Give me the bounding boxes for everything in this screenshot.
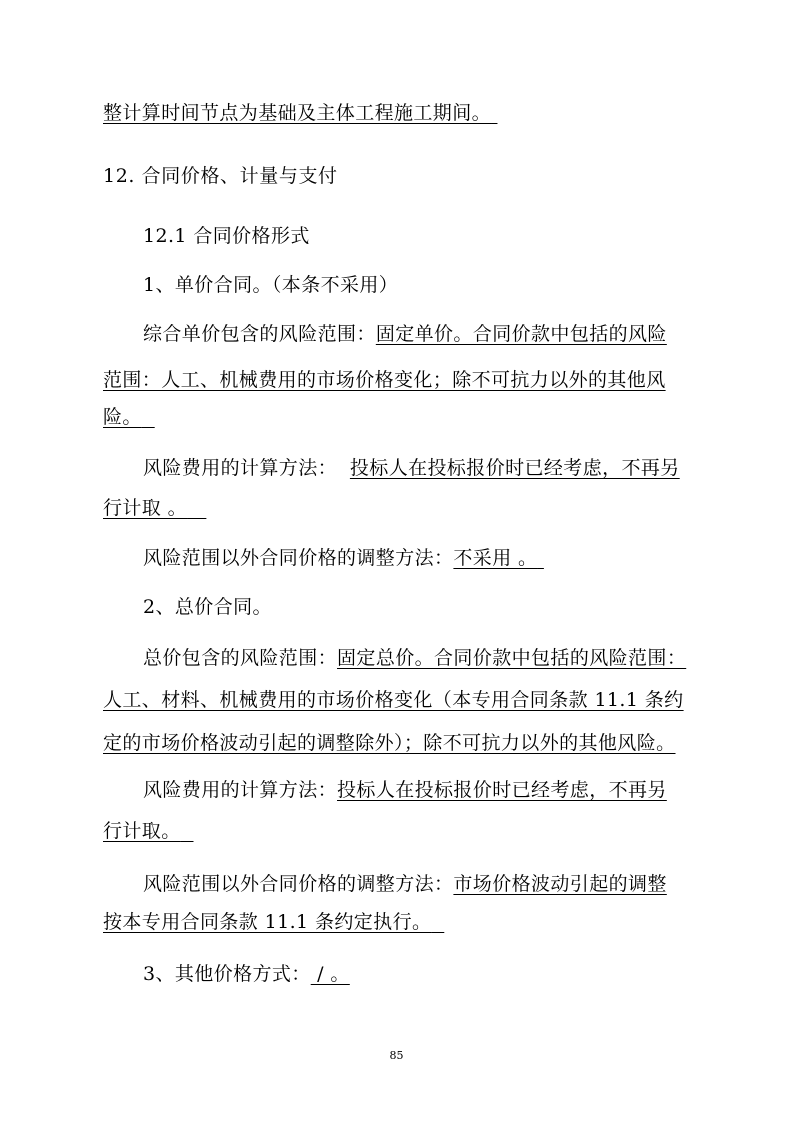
item-3-other-price-method: [143, 962, 350, 986]
item-2-lump-sum-contract: 2、总价合同。: [143, 596, 272, 618]
paragraph-risk-fee-1: [143, 456, 680, 480]
text-line: [103, 496, 206, 520]
text-line: 人工、材料、机械费用的市场价格变化（本专用合同条款 11.1 条约: [103, 689, 684, 711]
subsection-heading-12-1: 12.1 合同价格形式: [143, 225, 310, 247]
page-number: 85: [389, 1049, 404, 1062]
label: 风险范围以外合同价格的调整方法：: [143, 873, 454, 895]
text-line: 定的市场价格波动引起的调整除外）；除不可抗力以外的其他风险。: [103, 732, 676, 754]
underlined-value: 投标人在投标报价时已经考虑，不再另: [337, 779, 667, 801]
text-line: [103, 819, 194, 843]
underlined-value: / 。: [310, 963, 350, 985]
text-span: 整计算时间节点为基础及主体工程施工期间。: [103, 102, 492, 124]
underlined-value: 行计取。: [103, 820, 181, 842]
underlined-value: 不采用 。: [453, 547, 538, 569]
item-1-unit-price-contract: 1、单价合同。（本条不采用）: [143, 274, 399, 296]
paragraph-risk-fee-2: [143, 778, 667, 802]
text-line: 范围：人工、机械费用的市场价格变化；除不可抗力以外的其他风: [103, 369, 666, 391]
label: 风险范围以外合同价格的调整方法：: [143, 547, 454, 569]
paragraph-risk-scope-1: [143, 322, 667, 346]
underlined-value: 固定总价。合同价款中包括的风险范围：: [337, 647, 687, 669]
paragraph-adjustment-1: [143, 546, 544, 570]
label: 风险费用的计算方法：: [143, 779, 338, 801]
underlined-value: 固定单价。合同价款中包括的风险: [375, 323, 667, 345]
text-line: [103, 910, 444, 934]
text-line: [103, 405, 155, 429]
underlined-value: 行计取 。: [103, 497, 188, 519]
underlined-value: 险。: [103, 406, 142, 428]
section-heading-12: 12. 合同价格、计量与支付: [103, 165, 338, 187]
paragraph-adjustment-2: [143, 872, 667, 896]
underlined-value: 按本专用合同条款 11.1 条约定执行。: [103, 911, 432, 933]
text-line: [103, 101, 497, 125]
label: 总价包含的风险范围：: [143, 647, 338, 669]
label: 综合单价包含的风险范围：: [143, 323, 376, 345]
underlined-value: 市场价格波动引起的调整: [453, 873, 667, 895]
label: 风险费用的计算方法：: [143, 457, 338, 479]
label: 3、其他价格方式：: [143, 963, 311, 985]
paragraph-risk-scope-2: [143, 646, 686, 670]
underlined-value: 投标人在投标报价时已经考虑，不再另: [349, 457, 680, 479]
